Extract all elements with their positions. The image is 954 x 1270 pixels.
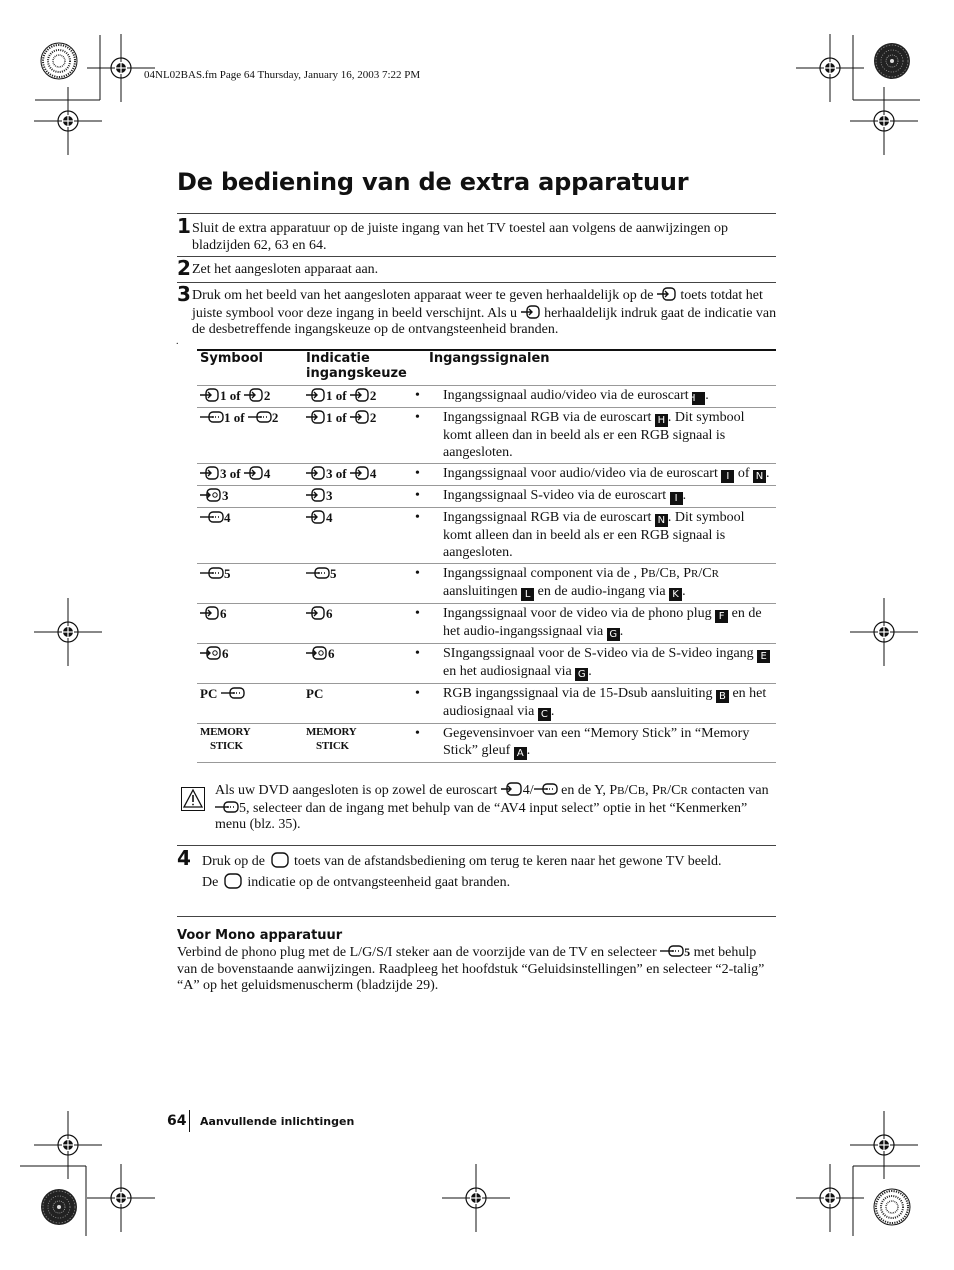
warning-text: B (637, 785, 646, 797)
av-input-icon (200, 388, 220, 402)
rgb-input-icon (248, 410, 272, 424)
signal-text: RGB ingangssignaal via de 15-Dsub aansluiting (443, 686, 713, 701)
page-number: 64 (167, 1113, 187, 1129)
warning-text: R (680, 785, 688, 797)
indicator-text: 5 (330, 566, 337, 581)
col-header-indicatie-text: Indicatie ingangskeuze (306, 351, 407, 381)
symbol-cell (197, 604, 303, 644)
signal-cell (413, 408, 776, 464)
symbol-cell (197, 486, 303, 508)
signal-text: . (588, 664, 592, 679)
indicator-cell (303, 508, 413, 564)
warning-text: /C (624, 783, 638, 798)
connector-key: F (715, 610, 728, 623)
step-3-text-b: toets totdat het juiste symbool voor deze ingang in beeld verschijnt. Als u (192, 288, 763, 321)
signal-text: Ingangssignaal component via de , P (443, 566, 649, 581)
indicator-cell (303, 408, 413, 464)
s-video-input-icon (306, 646, 328, 660)
signal-text: . Dit symbool komt alleen dan in beeld als er een RGB signaal is aangesloten. (443, 510, 745, 560)
bullet: • (415, 410, 420, 425)
signal-cell (413, 508, 776, 564)
indicator-text: 4 (369, 466, 377, 481)
indicator-cell (303, 564, 413, 604)
symbol-text: 4 (263, 466, 271, 481)
indicator-text: 3 of (326, 466, 347, 481)
step-2-number: 2 (177, 256, 191, 280)
table-row (197, 508, 776, 564)
signal-text: en het audiosignaal via (443, 686, 767, 719)
table-row (197, 464, 776, 486)
connector-key: A (514, 747, 527, 760)
warning-text: , P (645, 783, 660, 798)
connector-key: I (721, 470, 734, 483)
indicator-text: 6 (328, 646, 335, 661)
av-input-icon (306, 388, 326, 402)
av-input-icon (306, 606, 326, 620)
table-row (197, 684, 776, 724)
step-4-text-c: De (202, 874, 219, 890)
memory-stick-label: MEMORY (306, 726, 357, 738)
connector-key: G (607, 628, 620, 641)
indicator-text: 1 of (326, 388, 347, 403)
col-header-symbool: Symbool (200, 351, 264, 366)
component-input-icon (660, 944, 684, 958)
signal-text: /C (698, 566, 712, 581)
divider (177, 282, 776, 283)
av-input-icon (244, 466, 264, 480)
signal-text: Ingangssignaal RGB via de euroscart (443, 410, 652, 425)
signal-text: /C (655, 566, 669, 581)
symbol-text: 4 (224, 510, 231, 525)
signal-text: R (691, 568, 699, 580)
step-4-number: 4 (177, 846, 191, 870)
step-4-text-b: toets van de afstandsbediening om terug te keren naar het gewone TV beeld. (294, 854, 722, 869)
step-3-text-c: herhaaldelijk indruk gaat de indicatie van de desbetreffende ingangskeuze op de ontvangsteenheid branden. (192, 305, 777, 337)
divider (177, 916, 776, 917)
signal-cell (413, 644, 776, 684)
mono-text-a: Verbind de phono plug met de L/G/S/I steker aan de voorzijde van de TV en selecteer (177, 945, 657, 960)
table-header-row (197, 350, 776, 386)
bullet: • (415, 606, 420, 621)
table-row (197, 408, 776, 464)
av-input-icon (306, 466, 326, 480)
connector-key: I (670, 492, 683, 505)
signal-text: R (711, 568, 719, 580)
signal-text: . Dit symbool komt alleen dan in beeld als er een RGB signaal is aangesloten. (443, 410, 745, 460)
table-row (197, 724, 776, 763)
bullet: • (415, 388, 420, 403)
indicator-cell (303, 464, 413, 486)
symbol-text: 3 of (220, 466, 241, 481)
signal-text: . (682, 584, 686, 599)
signal-text: B (668, 568, 677, 580)
step-3-text (192, 287, 777, 339)
page-title: De bediening van de extra apparatuur (177, 168, 689, 196)
signal-text: en de het audio-ingangssignaal via (443, 606, 762, 639)
connector-key: N (753, 470, 766, 483)
signal-text: B (648, 568, 656, 580)
indicator-text: 2 (369, 410, 377, 425)
warning-text: contacten van (691, 783, 769, 798)
signal-cell (413, 684, 776, 724)
memory-stick-label: MEMORY (200, 726, 251, 738)
mono-text-b: 5 (684, 945, 691, 959)
bullet: • (415, 726, 420, 741)
symbol-text: 2 (263, 388, 271, 403)
euroscart-s-video-icon (501, 782, 523, 796)
signal-text: Ingangssignaal S-video via de euroscart (443, 488, 667, 503)
signal-text: en het audiosignaal via (443, 664, 572, 679)
bullet: • (415, 686, 420, 701)
step-2-text: Zet het aangesloten apparaat aan. (192, 262, 379, 277)
symbol-cell (197, 684, 303, 724)
signal-cell (413, 564, 776, 604)
divider (177, 213, 776, 214)
s-video-input-icon (200, 646, 222, 660)
footer-divider (189, 1110, 190, 1132)
av-input-icon (306, 488, 326, 502)
warning-icon (181, 787, 205, 811)
symbol-cell (197, 508, 303, 564)
table-row (197, 386, 776, 408)
table-row (197, 604, 776, 644)
footer-section: Aanvullende inlichtingen (200, 1115, 355, 1128)
warning-note (215, 782, 775, 834)
component-input-icon (306, 566, 330, 580)
warning-text: R (659, 785, 668, 797)
bullet: • (415, 466, 420, 481)
indicator-cell (303, 644, 413, 684)
memory-stick-label: STICK (210, 740, 243, 752)
connector-key: N (655, 514, 668, 527)
av-input-icon (350, 466, 370, 480)
signal-cell (413, 464, 776, 486)
input-select-icon (521, 305, 541, 319)
connector-key: G (575, 668, 588, 681)
warning-text: /C (667, 783, 681, 798)
mono-text-c: met behulp van de bovenstaande aanwijzingen. Raadpleeg het hoofdstuk “Geluidsinstellingen” en selecteer “2-talig” “A” op het geluidsmenuscherm (bladzijde 29). (177, 945, 765, 993)
symbol-text: 2 (271, 410, 279, 425)
symbol-text: 5 (224, 566, 231, 581)
signal-text: . (619, 624, 624, 639)
connector-key: B (716, 690, 729, 703)
input-select-icon (657, 287, 677, 301)
signal-text: . (766, 466, 770, 481)
component-input-icon (534, 782, 558, 796)
table-row (197, 564, 776, 604)
connector-key: L (521, 588, 534, 601)
av-input-icon (200, 466, 220, 480)
connector-key: C (538, 708, 551, 721)
component-input-icon (215, 800, 239, 814)
symbol-cell (197, 564, 303, 604)
signal-cell (413, 604, 776, 644)
rgb-input-icon (200, 510, 224, 524)
table-row (197, 644, 776, 684)
signal-text: Ingangssignaal voor de video via de phono plug (443, 606, 712, 621)
warning-text: 5, selecteer dan de ingang met behulp van de “AV4 input select” optie in het “Kenmerken” menu (blz. 35). (215, 800, 748, 832)
rgb-input-icon (200, 410, 224, 424)
bullet: • (415, 510, 420, 525)
mono-text (177, 944, 777, 995)
divider (177, 256, 776, 257)
connector-key: K (669, 588, 682, 601)
col-header-indicatie (303, 350, 413, 386)
signal-text: aansluitingen (443, 584, 518, 599)
signal-text: . (682, 488, 687, 503)
table-row (197, 486, 776, 508)
divider (177, 845, 776, 846)
memory-stick-label: STICK (316, 740, 349, 752)
indicator-text: 3 (326, 488, 333, 503)
av-input-icon (306, 410, 326, 424)
input-signal-table (197, 349, 776, 763)
symbol-text: 6 (220, 606, 227, 621)
signal-cell (413, 386, 776, 408)
av-input-icon (350, 388, 370, 402)
bullet: • (415, 488, 420, 503)
signal-text: en de audio-ingang via (537, 584, 666, 599)
signal-text: Ingangssignaal voor audio/video via de euroscart (443, 466, 718, 481)
indicator-text: 4 (326, 510, 333, 525)
indicator-cell (303, 724, 413, 763)
signal-text: . (705, 388, 709, 403)
symbol-text: 1 of (224, 410, 245, 425)
col-header-signalen: Ingangssignalen (429, 351, 550, 366)
signal-text: SIngangssignaal voor de S-video via de S-video ingang (443, 646, 754, 661)
symbol-text: 1 of (220, 388, 241, 403)
indicator-text: 2 (369, 388, 377, 403)
mono-heading: Voor Mono apparatuur (177, 928, 343, 943)
tv-indicator-icon (222, 873, 244, 889)
pc-input-icon (221, 686, 245, 700)
step-1-number: 1 (177, 214, 191, 238)
av-input-icon (350, 410, 370, 424)
signal-cell (413, 486, 776, 508)
signal-text: . (550, 704, 555, 719)
connector-key: H (655, 414, 668, 427)
symbol-text: 6 (222, 646, 229, 661)
indicator-text: PC (306, 686, 324, 701)
warning-text: Als uw DVD aangesloten is op zowel de euroscart (215, 783, 498, 798)
indicator-cell (303, 604, 413, 644)
step-3-number: 3 (177, 282, 191, 306)
signal-text: Gegevensinvoer van een “Memory Stick” in “Memory Stick” gleuf (443, 726, 750, 758)
warning-text: 4/ (522, 783, 534, 798)
s-video-input-icon (200, 488, 222, 502)
step-3-text-a: Druk om het beeld van het aangesloten apparaat weer te geven herhaaldelijk op de (192, 288, 654, 303)
symbol-cell (197, 408, 303, 464)
warning-text: en de Y, P (561, 783, 618, 798)
signal-text: , P (676, 566, 692, 581)
av-input-icon (306, 510, 326, 524)
symbol-cell (197, 644, 303, 684)
av-input-icon (200, 606, 220, 620)
tv-button-icon (269, 852, 291, 868)
bullet: • (415, 566, 420, 581)
symbol-text: PC (200, 686, 218, 701)
indicator-cell (303, 386, 413, 408)
signal-text: . (526, 743, 531, 758)
warning-text: B (617, 785, 625, 797)
indicator-cell (303, 486, 413, 508)
symbol-cell (197, 464, 303, 486)
step-4-text-a: Druk op de (202, 854, 265, 869)
step-4-text (202, 852, 776, 891)
bullet: • (415, 646, 420, 661)
stray-dot: . (176, 336, 179, 347)
connector-key: H (692, 392, 705, 405)
step-1-text: Sluit de extra apparatuur op de juiste ingang van het TV toestel aan volgens de aanwijzingen op bladzijden 62, 63 en 64. (192, 221, 728, 253)
file-info: 04NL02BAS.fm Page 64 Thursday, January 16, 2003 7:22 PM (144, 69, 421, 81)
indicator-text: 1 of (326, 410, 347, 425)
indicator-text: 6 (326, 606, 333, 621)
indicator-cell (303, 684, 413, 724)
symbol-cell (197, 724, 303, 763)
signal-text: of (737, 466, 750, 481)
symbol-text: 3 (222, 488, 229, 503)
symbol-cell (197, 386, 303, 408)
step-4-text-d: indicatie op de ontvangsteenheid gaat branden. (247, 874, 511, 890)
component-input-icon (200, 566, 224, 580)
signal-cell (413, 724, 776, 763)
signal-text: Ingangssignaal RGB via de euroscart (443, 510, 652, 525)
connector-key: E (757, 650, 770, 663)
av-input-icon (244, 388, 264, 402)
signal-text: Ingangssignaal audio/video via de euroscart (443, 388, 689, 403)
